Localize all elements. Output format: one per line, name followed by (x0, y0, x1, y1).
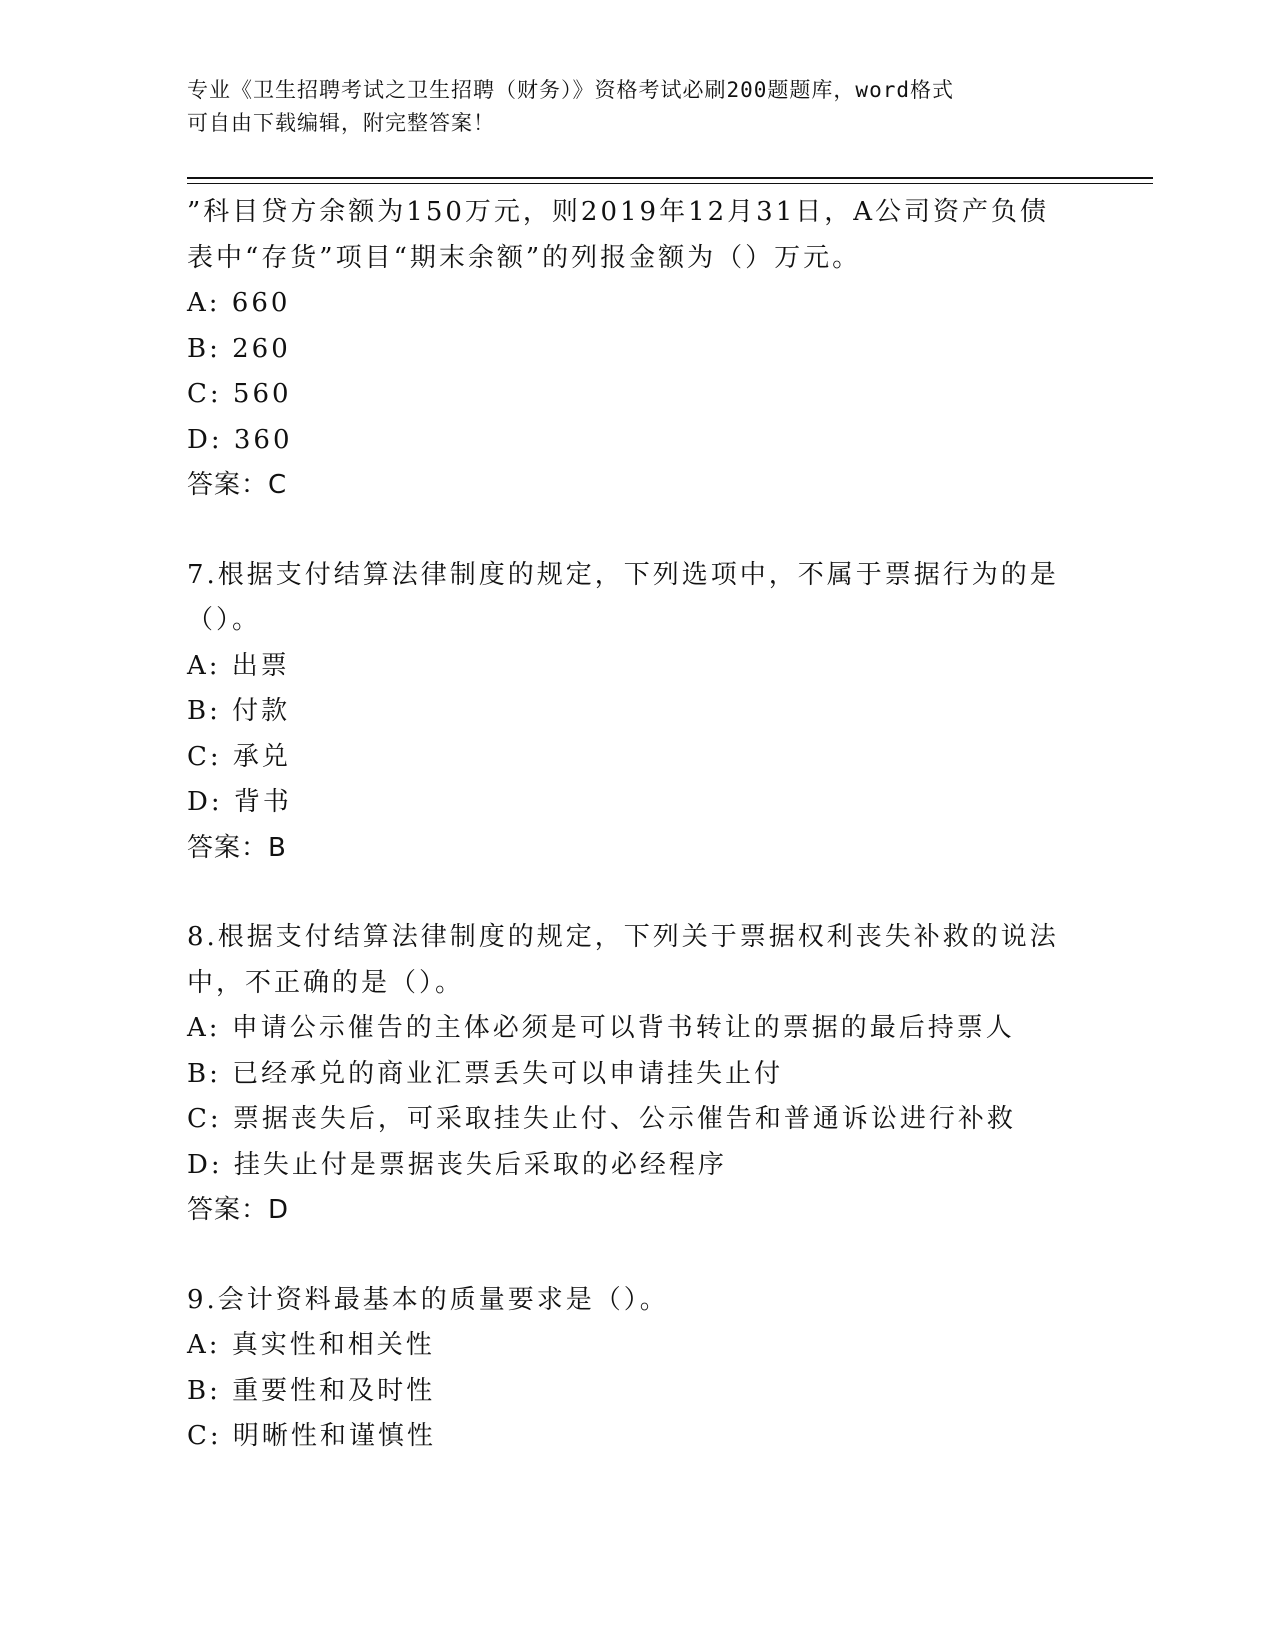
question-stem: 中，不正确的是（）。 (187, 967, 465, 998)
question-7 (187, 553, 1067, 872)
option-b: B: 重要性和及时性 (187, 1375, 436, 1406)
option-b: B: 已经承兑的商业汇票丢失可以申请挂失止付 (187, 1058, 784, 1089)
question-8 (187, 915, 1067, 1234)
question-9 (187, 1278, 1067, 1460)
document-header (187, 74, 1087, 140)
question-stem: 8.根据支付结算法律制度的规定，下列关于票据权利丧失补救的说法 (187, 922, 1059, 952)
option-c: C: 承兑 (187, 741, 291, 772)
header-line-2: 可自由下载编辑，附完整答案！ (187, 111, 495, 135)
answer-label: 答案：C (187, 470, 288, 500)
header-line-1: 专业《卫生招聘考试之卫生招聘（财务）》资格考试必刷200题题库，word格式 (187, 78, 954, 102)
option-c: C: 明晰性和谨慎性 (187, 1421, 436, 1451)
option-d: D: 360 (187, 424, 293, 455)
option-c: C: 560 (187, 379, 292, 409)
question-stem: 表中“存货”项目“期末余额”的列报金额为（）万元。 (187, 242, 862, 273)
option-a: A: 真实性和相关性 (187, 1330, 435, 1360)
option-b: B: 付款 (187, 696, 291, 726)
header-divider-thin (187, 183, 1153, 184)
question-stem: ”科目贷方余额为150万元，则2019年12月31日，A公司资产负债 (187, 197, 1050, 227)
question-stem: 7.根据支付结算法律制度的规定，下列选项中，不属于票据行为的是 (187, 559, 1059, 590)
question-stem: 9.会计资料最基本的质量要求是（）。 (187, 1284, 669, 1315)
question-6 (187, 190, 1067, 509)
option-b: B: 260 (187, 333, 291, 364)
header-divider-thick (187, 177, 1153, 179)
answer-label: 答案：D (187, 1195, 290, 1225)
document-body (187, 190, 1067, 1460)
option-a: A: 660 (187, 288, 291, 318)
option-c: C: 票据丧失后，可采取挂失止付、公示催告和普通诉讼进行补救 (187, 1104, 1016, 1134)
question-stem: （）。 (187, 605, 262, 635)
answer-label: 答案：B (187, 832, 287, 863)
option-d: D: 背书 (187, 787, 292, 817)
option-a: A: 申请公示催告的主体必须是可以背书转让的票据的最后持票人 (187, 1013, 1015, 1043)
option-d: D: 挂失止付是票据丧失后采取的必经程序 (187, 1149, 727, 1180)
option-a: A: 出票 (187, 650, 290, 681)
